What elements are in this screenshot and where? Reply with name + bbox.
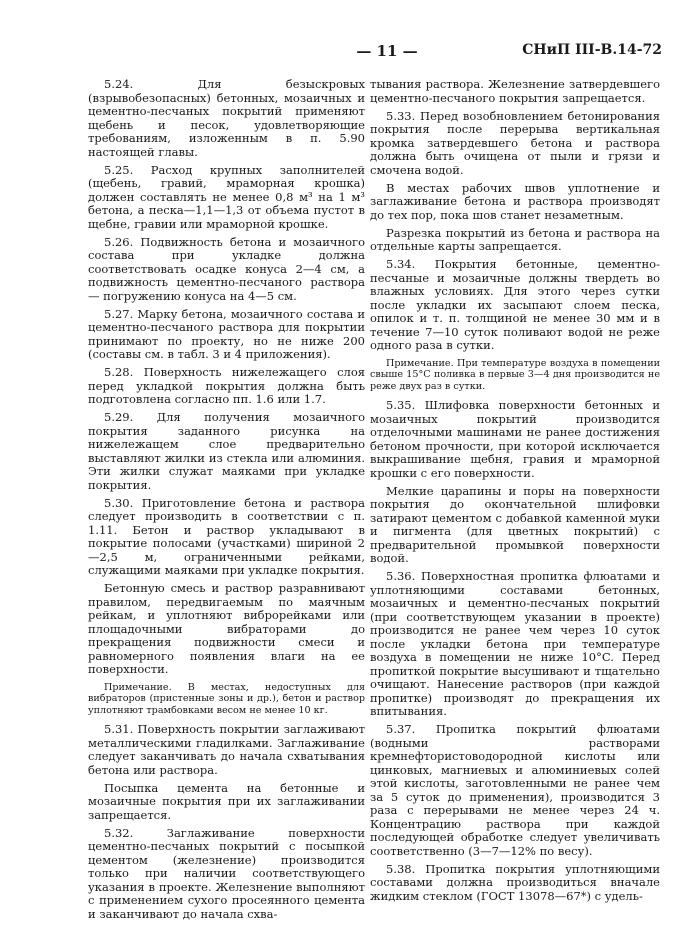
paragraph-5-34: 5.34. Покрытия бетонные, цементно-песчаные и мозаичные должны твердеть во влажных условиях. Для этого через сутки после укладки их засыпают слоем песка, опилок и т. п. толщиной не менее 30 мм и в течение 7—10 суток поливают водой не реже одного раза в сутки.	[370, 257, 660, 352]
document-code: СНиП III-В.14-72	[522, 42, 662, 58]
note-vibrators: Примечание. В местах, недоступных для вибраторов (пристенные зоны и др.), бетон и раствор уплотняют трамбовками весом не менее 10 кг.	[88, 681, 365, 716]
left-column	[88, 78, 365, 926]
paragraph-5-31: 5.31. Поверхность покрытии заглаживают металлическими гладилками. Заглаживание следует заканчивать до начала схватывания бетона или раствора.	[88, 722, 365, 777]
paragraph-5-35: 5.35. Шлифовка поверхности бетонных и мозаичных покрытий производится отделочными машинами не ранее достижения бетоном прочности, при которой исключается выкрашивание щебня, гравия и мраморной крошки с его поверхности.	[370, 398, 660, 480]
paragraph-5-25: 5.25. Расход крупных заполнителей (щебень, гравий, мраморная крошка) должен составлять не менее 0,8 м³ на 1 м³ бетона, а песка—1,1—1,3 от объема пустот в щебне, гравии или мраморной крошке.	[88, 162, 365, 231]
paragraph-5-26: 5.26. Подвижность бетона и мозаичного состава при укладке должна соответствовать осадке конуса 2—4 см, а подвижность цементно-песчаного раствора — погружению конуса на 4—5 см.	[88, 234, 365, 303]
paragraph-cutting: Разрезка покрытий из бетона и раствора на отдельные карты запрещается.	[370, 225, 660, 253]
paragraph-cement-dusting: Посыпка цемента на бетонные и мозаичные покрытия при их заглаживании запрещается.	[88, 780, 365, 822]
paragraph-5-38: 5.38. Пропитка покрытия уплотняющими составами должна производиться вначале жидким стеклом (ГОСТ 13078—67*) с удель-	[370, 861, 660, 903]
right-column	[370, 78, 660, 908]
paragraph-5-37: 5.37. Пропитка покрытий флюатами (водными растворами кремнефтористоводородной кислоты или цинковых, магниевых и алюминиевых солей этой кислоты, заготовленными не ранее чем за 5 суток до применения), производится 3 раза с перерывами не менее через 24 ч. Концентрацию раствора при каждой последующей обработке следует увеличивать соответственно (3—7—12% по весу).	[370, 722, 660, 858]
note-temperature: Примечание. При температуре воздуха в помещении свыше 15°C поливка в первые 3—4 дня производится не реже двух раз в сутки.	[370, 357, 660, 392]
paragraph-5-29: 5.29. Для получения мозаичного покрытия заданного рисунка на нижележащем слое предварительно выставляют жилки из стекла или алюминия. Эти жилки служат маяками при укладке покрытия.	[88, 410, 365, 492]
paragraph-5-27: 5.27. Марку бетона, мозаичного состава и цементно-песчаного раствора для покрытии принимают по проекту, но не ниже 200 (составы см. в табл. 3 и 4 приложения).	[88, 306, 365, 361]
paragraph-5-32-continued: тывания раствора. Железнение затвердевшего цементно-песчаного покрытия запрещается.	[370, 77, 660, 105]
paragraph-scratches: Мелкие царапины и поры на поверхности покрытия до окончательной шлифовки затирают цементом с добавкой каменной муки и пигмента (для цветных покрытий) с предварительной промывкой поверхности водой.	[370, 483, 660, 565]
paragraph-5-30: 5.30. Приготовление бетона и раствора следует производить в соответствии с п. 1.11. Бетон и раствор укладывают в покрытие полосами (участками) шириной 2—2,5 м, ограниченными рейками, служащими маяками при укладке покрытия.	[88, 495, 365, 577]
page-header	[90, 42, 662, 64]
paragraph-5-24: 5.24. Для безыскровых (взрывобезопасных) бетонных, мозаичных и цементно-песчаных покрытий применяют щебень и песок, удовлетворяющие требованиям, изложенным в п. 5.90 настоящей главы.	[88, 77, 365, 159]
paragraph-5-36: 5.36. Поверхностная пропитка флюатами и уплотняющими составами бетонных, мозаичных и цементно-песчаных покрытий (при соответствующем указании в проекте) производится не ранее чем через 10 суток после укладки бетона при температуре воздуха в помещении не ниже 10°C. Перед пропиткой покрытие высушивают и тщательно очищают. Нанесение растворов (при каждой пропитке) производят до прекращения их впитывания.	[370, 569, 660, 718]
paragraph-working-joints: В местах рабочих швов уплотнение и заглаживание бетона и раствора производят до тех пор, пока шов станет незаметным.	[370, 180, 660, 222]
page-number: — 11 —	[356, 42, 418, 60]
paragraph-5-33: 5.33. Перед возобновлением бетонирования покрытия после перерыва вертикальная кромка затвердевшего бетона и раствора должна быть очищена от пыли и грязи и смочена водой.	[370, 108, 660, 177]
paragraph-5-30-continued: Бетонную смесь и раствор разравнивают правилом, передвигаемым по маячным рейкам, и уплотняют виброрейками или площадочными вибраторами до прекращения подвижности смеси и равномерного появления влаги на ее поверхности.	[88, 581, 365, 676]
paragraph-5-32: 5.32. Заглаживание поверхности цементно-песчаных покрытий с посыпкой цементом (железнение) производится только при наличии соответствующего указания в проекте. Железнение выполняют с применением сухого просеянного цемента и заканчивают до начала схва-	[88, 825, 365, 921]
paragraph-5-28: 5.28. Поверхность нижележащего слоя перед укладкой покрытия должна быть подготовлена согласно пп. 1.6 или 1.7.	[88, 365, 365, 406]
